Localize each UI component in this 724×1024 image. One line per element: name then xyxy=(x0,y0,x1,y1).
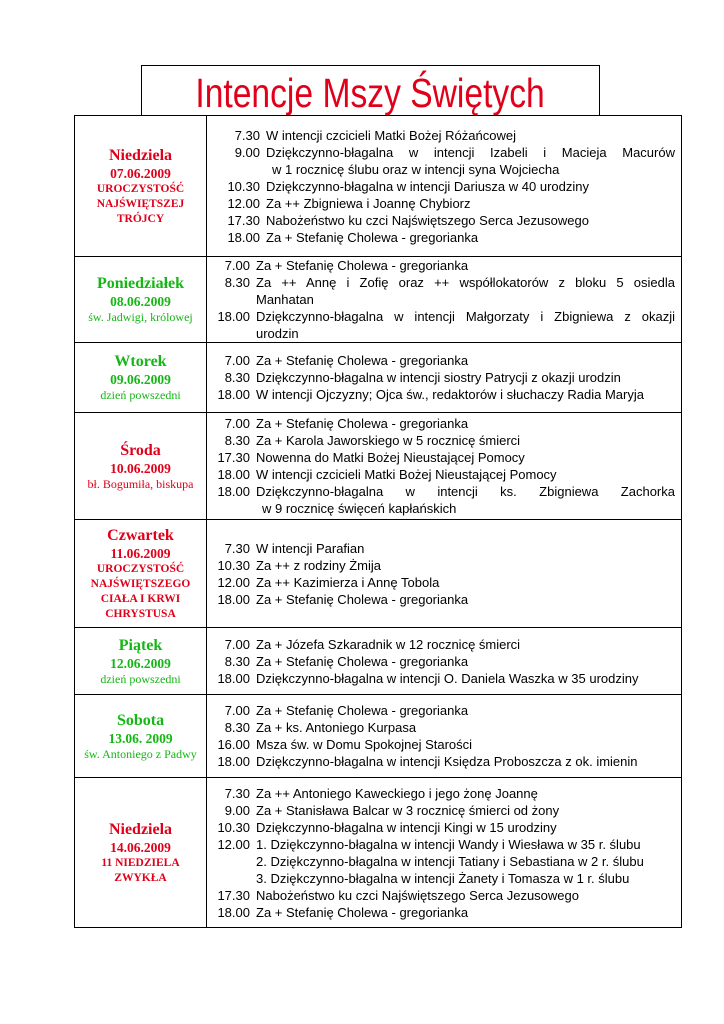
day-note: dzień powszedni xyxy=(100,388,181,402)
day-note: TRÓJCY xyxy=(116,212,165,225)
entry-time: 9.00 xyxy=(224,802,250,818)
entry xyxy=(207,904,681,921)
entry-text: Dziękczynno-błagalna w intencji Księdza Proboszcza z ok. imienin xyxy=(256,754,638,769)
entry-time: 7.30 xyxy=(224,540,250,556)
day-date: 08.06.2009 xyxy=(110,294,171,309)
entry-time: 7.30 xyxy=(234,127,260,143)
entry xyxy=(207,178,681,195)
day-note: św. Jadwigi, królowej xyxy=(88,310,193,324)
entry-time: 16.00 xyxy=(217,737,250,752)
entry xyxy=(207,836,681,853)
entry-continuation xyxy=(207,325,681,342)
entries-cell xyxy=(207,343,682,413)
entry-time: 7.00 xyxy=(224,416,250,431)
day-date: 07.06.2009 xyxy=(110,165,171,181)
entry-continuation-text: urodzin xyxy=(256,326,299,341)
entry xyxy=(207,636,681,653)
day-note: ZWYKŁA xyxy=(114,871,167,884)
entry xyxy=(207,229,681,246)
day-name: Czwartek xyxy=(107,526,174,544)
day-note: św. Antoniego z Padwy xyxy=(84,746,197,761)
entry xyxy=(207,736,681,753)
entry xyxy=(207,386,681,403)
entry-time: 7.30 xyxy=(224,785,250,801)
entry xyxy=(207,753,681,770)
entry xyxy=(207,702,681,719)
day-note: NAJŚWIĘTSZEGO xyxy=(90,577,191,590)
entry-text: Nowenna do Matki Bożej Nieustającej Pomocy xyxy=(256,450,525,465)
entry-continuation-text: w 1 rocznicę ślubu oraz w intencji syna Wojciecha xyxy=(272,161,560,177)
entry-text: Za + Stefanię Cholewa - gregorianka xyxy=(256,591,469,607)
entry xyxy=(207,212,681,229)
indent xyxy=(207,870,256,887)
entry-text: Dziękczynno-błagalna w intencji Dariusza w 40 urodziny xyxy=(266,178,589,194)
day-row xyxy=(75,520,682,628)
entry-time: 17.30 xyxy=(217,887,250,903)
entry xyxy=(207,352,681,369)
entry xyxy=(207,719,681,736)
day-cell xyxy=(75,628,207,695)
day-name: Niedziela xyxy=(108,146,173,164)
entry-sub xyxy=(207,870,681,887)
entry-text: Za + Stefanię Cholewa - gregorianka xyxy=(266,229,479,245)
entry-time: 7.00 xyxy=(224,258,250,273)
day-row xyxy=(75,343,682,413)
day-name: Niedziela xyxy=(108,820,173,838)
entry-text: Za + Stefanię Cholewa - gregorianka xyxy=(256,258,469,273)
entry-time: 8.30 xyxy=(224,370,250,385)
day-note: 11 NIEDZIELA xyxy=(101,856,180,869)
indent xyxy=(207,161,266,178)
schedule-table xyxy=(74,115,682,928)
entry-time: 8.30 xyxy=(224,653,250,669)
entry-time: 8.30 xyxy=(224,275,250,290)
entry-text: Dziękczynno-błagalna w intencji Małgorzaty i Zbigniewa z okazji xyxy=(256,309,675,324)
entry xyxy=(207,670,681,687)
entry xyxy=(207,557,681,574)
entry-time: 7.00 xyxy=(224,703,250,718)
entry xyxy=(207,415,681,432)
entry xyxy=(207,144,681,161)
day-cell xyxy=(75,257,207,343)
entry-time: 17.30 xyxy=(217,450,250,465)
entry-text: Za + Stefanię Cholewa - gregorianka xyxy=(256,904,469,920)
entry-time: 12.00 xyxy=(217,574,250,590)
entry-text: Dziękczynno-błagalna w intencji siostry Patrycji z okazji urodzin xyxy=(256,370,621,385)
entry xyxy=(207,466,681,483)
day-date: 09.06.2009 xyxy=(110,372,171,387)
entry-time: 9.00 xyxy=(234,144,260,160)
entry-continuation xyxy=(207,161,681,178)
entry-text: Dziękczynno-błagalna w intencji ks. Zbigniewa Zachorka xyxy=(256,484,675,499)
entry-text: Za ++ Zbigniewa i Joannę Chybiorz xyxy=(266,195,471,211)
entries-cell xyxy=(207,778,682,928)
entry-text: W intencji Ojczyzny; Ojca św., redaktorów i słuchaczy Radia Maryja xyxy=(256,387,644,402)
entries-cell xyxy=(207,628,682,695)
entry-time: 10.30 xyxy=(217,557,250,573)
day-row xyxy=(75,413,682,520)
entry-continuation-text: Manhatan xyxy=(256,292,314,307)
day-row xyxy=(75,257,682,343)
entry-text: W intencji Parafian xyxy=(256,540,365,556)
entry-text: Za + Stefanię Cholewa - gregorianka xyxy=(256,703,469,718)
entry-text: Nabożeństwo ku czci Najświętszego Serca Jezusowego xyxy=(256,887,579,903)
entry xyxy=(207,819,681,836)
entry-time: 10.30 xyxy=(217,819,250,835)
entry-text: W intencji czcicieli Matki Bożej Nieustającej Pomocy xyxy=(256,467,557,482)
entry-text: Za + Karola Jaworskiego w 5 rocznicę śmierci xyxy=(256,433,521,448)
day-name: Środa xyxy=(120,441,161,459)
entry xyxy=(207,195,681,212)
entry-text: Za + ks. Antoniego Kurpasa xyxy=(256,720,417,735)
entry xyxy=(207,785,681,802)
entry-sub xyxy=(207,853,681,870)
day-note: NAJŚWIĘTSZEJ xyxy=(96,197,185,210)
entry xyxy=(207,369,681,386)
day-cell xyxy=(75,343,207,413)
day-note: dzień powszedni xyxy=(100,671,181,686)
entry-sub-text: 2. Dziękczynno-błagalna w intencji Tatiany i Sebastiana w 2 r. ślubu xyxy=(256,853,644,869)
day-cell xyxy=(75,116,207,257)
entry xyxy=(207,540,681,557)
entry-time: 18.00 xyxy=(217,904,250,920)
entry xyxy=(207,591,681,608)
entry xyxy=(207,653,681,670)
day-name: Poniedziałek xyxy=(96,275,185,292)
day-date: 14.06.2009 xyxy=(110,839,171,855)
entry xyxy=(207,432,681,449)
entry-text: Dziękczynno-błagalna w intencji Kingi w 15 urodziny xyxy=(256,819,557,835)
entry-text: 1. Dziękczynno-błagalna w intencji Wandy i Wiesława w 35 r. ślubu xyxy=(256,836,641,852)
entry-time: 12.00 xyxy=(227,195,260,211)
day-row xyxy=(75,628,682,695)
day-note: UROCZYSTOŚĆ xyxy=(96,182,185,195)
entry xyxy=(207,483,681,500)
day-note: CIAŁA I KRWI xyxy=(100,592,181,605)
entry xyxy=(207,574,681,591)
indent xyxy=(207,291,256,308)
day-date: 10.06.2009 xyxy=(110,460,171,476)
entries-cell xyxy=(207,116,682,257)
schedule-body xyxy=(75,116,682,928)
entry-continuation xyxy=(207,500,681,517)
day-cell xyxy=(75,778,207,928)
entry xyxy=(207,127,681,144)
day-note: UROCZYSTOŚĆ xyxy=(96,562,185,575)
day-name: Sobota xyxy=(116,711,165,729)
day-date: 12.06.2009 xyxy=(110,655,171,671)
entry-text: Dziękczynno-błagalna w intencji Izabeli i Macieja Macurów xyxy=(266,144,675,160)
entry-time: 18.00 xyxy=(217,309,250,324)
entry xyxy=(207,308,681,325)
entry-text: Msza św. w Domu Spokojnej Starości xyxy=(256,737,473,752)
entry xyxy=(207,887,681,904)
entries-cell xyxy=(207,520,682,628)
entry-text: Za ++ Kazimierza i Annę Tobola xyxy=(256,574,440,590)
entry-time: 18.00 xyxy=(227,229,260,245)
day-note: bł. Bogumiła, biskupa xyxy=(87,476,194,491)
entry xyxy=(207,257,681,274)
entry-time: 12.00 xyxy=(217,836,250,852)
entry-text: Za ++ Annę i Zofię oraz ++ współlokatorów z bloku 5 osiedla xyxy=(256,275,675,290)
entry-continuation-text: w 9 rocznicę święceń kapłańskich xyxy=(262,501,457,516)
entry-time: 18.00 xyxy=(217,670,250,686)
indent xyxy=(207,500,256,517)
entry-sub-text: 3. Dziękczynno-błagalna w intencji Żanety i Tomasza w 1 r. ślubu xyxy=(256,870,630,886)
entry xyxy=(207,449,681,466)
entry-text: Za + Stanisława Balcar w 3 rocznicę śmierci od żony xyxy=(256,802,560,818)
entry-time: 7.00 xyxy=(224,353,250,368)
entry-text: W intencji czcicieli Matki Bożej Różańcowej xyxy=(266,127,516,143)
entry-text: Za + Józefa Szkaradnik w 12 rocznicę śmierci xyxy=(256,636,521,652)
entry-time: 18.00 xyxy=(217,591,250,607)
entry-text: Za + Stefanię Cholewa - gregorianka xyxy=(256,653,469,669)
entry-continuation xyxy=(207,291,681,308)
indent xyxy=(207,853,256,870)
entry xyxy=(207,802,681,819)
day-cell xyxy=(75,695,207,778)
entries-cell xyxy=(207,257,682,343)
entry-time: 7.00 xyxy=(224,636,250,652)
day-name: Piątek xyxy=(118,636,163,654)
day-cell xyxy=(75,520,207,628)
entry-time: 8.30 xyxy=(224,720,250,735)
entry-time: 8.30 xyxy=(224,433,250,448)
indent xyxy=(207,325,256,342)
day-note: CHRYSTUSA xyxy=(105,607,176,620)
entry-time: 18.00 xyxy=(217,387,250,402)
day-name: Wtorek xyxy=(114,353,167,370)
day-row xyxy=(75,116,682,257)
day-date: 11.06.2009 xyxy=(110,545,171,561)
entry-time: 18.00 xyxy=(217,754,250,769)
day-date: 13.06. 2009 xyxy=(108,730,173,746)
entry-time: 18.00 xyxy=(217,467,250,482)
day-cell xyxy=(75,413,207,520)
entries-cell xyxy=(207,413,682,520)
day-row xyxy=(75,778,682,928)
entry xyxy=(207,274,681,291)
entry-text: Za ++ z rodziny Żmija xyxy=(256,557,381,573)
entries-cell xyxy=(207,695,682,778)
page-title: Intencje Mszy Świętych xyxy=(195,70,546,116)
entry-text: Za ++ Antoniego Kaweckiego i jego żonę Joannę xyxy=(256,785,538,801)
entry-text: Nabożeństwo ku czci Najświętszego Serca Jezusowego xyxy=(266,212,589,228)
entry-time: 17.30 xyxy=(227,212,260,228)
entry-text: Za + Stefanię Cholewa - gregorianka xyxy=(256,416,469,431)
entry-text: Za + Stefanię Cholewa - gregorianka xyxy=(256,353,469,368)
day-row xyxy=(75,695,682,778)
entry-time: 18.00 xyxy=(217,484,250,499)
entry-text: Dziękczynno-błagalna w intencji O. Daniela Waszka w 35 urodziny xyxy=(256,670,639,686)
title-box xyxy=(141,65,600,115)
entry-time: 10.30 xyxy=(227,178,260,194)
